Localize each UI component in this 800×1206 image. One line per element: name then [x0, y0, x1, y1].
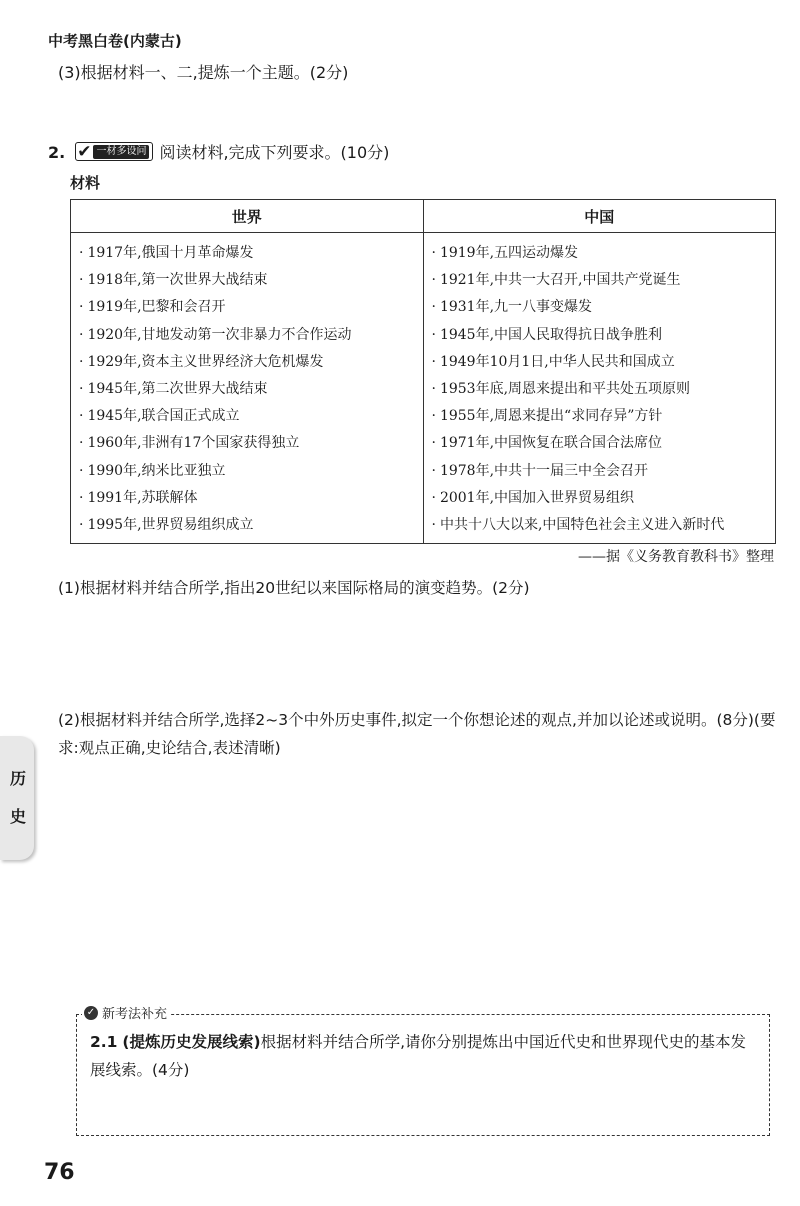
supplement-body: 根据材料并结合所学,请你分别提炼出中国近代史和世界现代史的基本发展线索。(4分) [90, 1033, 747, 1079]
china-event: · 1945年,中国人民取得抗日战争胜利 [431, 326, 663, 343]
question-3-prompt: (3)根据材料一、二,提炼一个主题。(2分) [58, 63, 349, 82]
world-event: · 1920年,甘地发动第一次非暴力不合作运动 [79, 326, 352, 343]
question-2-heading [48, 140, 389, 163]
column-header-world: 世界 [71, 200, 424, 233]
side-tab-char: 历 [10, 769, 27, 788]
world-event: · 1990年,纳米比亚独立 [79, 462, 226, 479]
sub-question-2: (2)根据材料并结合所学,选择2~3个中外历史事件,拟定一个你想论述的观点,并加以论述或说明。(8分)(要求:观点正确,史论结合,表述清晰) [58, 711, 776, 757]
material-label: 材料 [70, 174, 101, 192]
world-event: · 1991年,苏联解体 [79, 489, 198, 506]
china-event: · 1953年底,周恩来提出和平共处五项原则 [431, 380, 691, 397]
running-header: 中考黑白卷(内蒙古) [48, 32, 182, 50]
subject-side-tab [0, 736, 34, 860]
world-event: · 1929年,资本主义世界经济大危机爆发 [79, 353, 324, 370]
china-event: · 1921年,中共一大召开,中国共产党诞生 [431, 272, 681, 289]
sub-question-1: (1)根据材料并结合所学,指出20世纪以来国际格局的演变趋势。(2分) [58, 579, 530, 597]
question-intro: 阅读材料,完成下列要求。(10分) [159, 143, 390, 162]
supplement-topic: (提炼历史发展线索) [122, 1033, 261, 1051]
supplement-question [90, 1028, 758, 1084]
multi-question-badge [75, 142, 153, 161]
china-event: · 1949年10月1日,中华人民共和国成立 [431, 353, 675, 370]
china-event: · 2001年,中国加入世界贸易组织 [431, 489, 635, 506]
world-event: · 1917年,俄国十月革命爆发 [79, 245, 254, 261]
world-event: · 1919年,巴黎和会召开 [79, 299, 226, 316]
world-events-cell [71, 233, 424, 544]
world-event: · 1918年,第一次世界大战结束 [79, 272, 268, 289]
badge-label: 一材多设问 [93, 145, 149, 159]
china-event: · 1978年,中共十一届三中全会召开 [431, 462, 649, 479]
column-header-china: 中国 [423, 200, 776, 233]
china-event: · 1955年,周恩来提出“求同存异”方针 [431, 408, 663, 425]
china-event: · 1971年,中国恢复在联合国合法席位 [431, 435, 663, 452]
lightbulb-icon: ✓ [84, 1006, 98, 1020]
supplement-label: ✓ 新考法补充 [82, 1003, 171, 1022]
china-events-cell [423, 233, 776, 544]
world-event: · 1995年,世界贸易组织成立 [79, 516, 254, 533]
china-event: · 1931年,九一八事变爆发 [431, 299, 593, 316]
world-event: · 1945年,联合国正式成立 [79, 408, 240, 425]
side-tab-char: 史 [10, 807, 27, 826]
checkmark-icon: ✔ [77, 141, 92, 162]
material-source: ——据《义务教育教科书》整理 [578, 549, 774, 565]
china-event: · 中共十八大以来,中国特色社会主义进入新时代 [431, 516, 725, 533]
world-event: · 1945年,第二次世界大战结束 [79, 380, 268, 397]
page-number: 76 [44, 1160, 75, 1185]
question-number: 2. [48, 143, 66, 162]
china-event: · 1919年,五四运动爆发 [431, 245, 579, 261]
supplement-number: 2.1 [90, 1033, 118, 1051]
material-table [70, 199, 776, 544]
world-event: · 1960年,非洲有17个国家获得独立 [79, 435, 300, 452]
